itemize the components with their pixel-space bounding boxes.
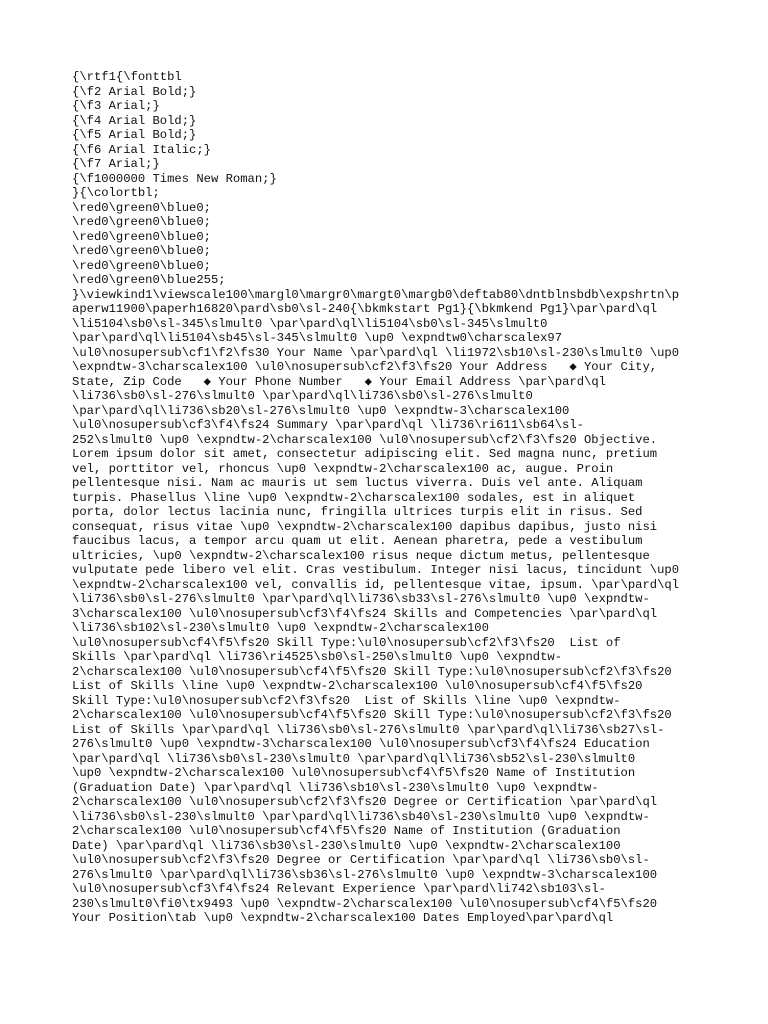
text-line: 2\charscalex100 \ul0\nosupersub\cf4\f5\fs20 Name of Institution (Graduation (72, 824, 621, 838)
text-line: \par\pard\ql\li736\sb20\sl-276\slmult0 \up0 \expndtw-3\charscalex100 (72, 403, 570, 418)
text-line: 276\slmult0 \par\pard\ql\li736\sb36\sl-276\slmult0 \up0 \expndtw-3\charscalex100 (72, 867, 658, 882)
text-line: List of Skills \par\pard\ql \li736\sb0\sl-276\slmult0 \par\pard\ql\li736\sb27\sl- (72, 722, 665, 737)
text-line: {\rtf1{\fonttbl (72, 70, 182, 84)
text-line: {\f3 Arial;} (72, 99, 160, 113)
text-line: \li736\sb102\sl-230\slmult0 \up0 \expndtw-2\charscalex100 (72, 621, 489, 635)
text-line: \ul0\nosupersub\cf3\f4\fs24 Summary \par\pard\ql \li736\ri611\sb64\sl- (72, 418, 584, 432)
text-line: \expndtw-2\charscalex100 vel, convallis id, pellentesque vitae, ipsum. \par\pard\ql (72, 577, 680, 592)
text-line: Lorem ipsum dolor sit amet, consectetur adipiscing elit. Sed magna nunc, pretium (72, 447, 658, 461)
text-line: 230\slmult0\fi0\tx9493 \up0 \expndtw-2\charscalex100 \ul0\nosupersub\cf4\f5\fs20 (72, 896, 658, 911)
text-line: Date) \par\pard\ql \li736\sb30\sl-230\slmult0 \up0 \expndtw-2\charscalex100 (72, 838, 621, 853)
text-line: porta, dolor lectus lacinia nunc, fringilla ultrices turpis elit in risus. Sed (72, 505, 643, 519)
text-line: aperw11900\paperh16820\pard\sb0\sl-240{\bkmkstart Pg1}{\bkmkend Pg1}\par\pard\ql (72, 302, 658, 316)
text-line: \li736\sb0\sl-276\slmult0 \par\pard\ql\li736\sb0\sl-276\slmult0 (72, 389, 533, 403)
text-line: Skills \par\pard\ql \li736\ri4525\sb0\sl-250\slmult0 \up0 \expndtw- (72, 650, 563, 664)
text-line: \red0\green0\blue0; (72, 229, 211, 244)
text-line: consequat, risus vitae \up0 \expndtw-2\charscalex100 dapibus dapibus, justo nisi (72, 519, 658, 534)
text-line: \ul0\nosupersub\cf4\f5\fs20 Skill Type:\ul0\nosupersub\cf2\f3\fs20 List of (72, 635, 621, 650)
text-line: 276\slmult0 \up0 \expndtw-3\charscalex100 \ul0\nosupersub\cf3\f4\fs24 Education (72, 737, 650, 751)
text-line: ultricies, \up0 \expndtw-2\charscalex100 risus neque dictum metus, pellentesque (72, 548, 650, 563)
text-line: 252\slmult0 \up0 \expndtw-2\charscalex100 \ul0\nosupersub\cf2\f3\fs20 Objective. (72, 432, 658, 447)
text-line: \red0\green0\blue0; (72, 244, 211, 258)
rtf-source-text (72, 70, 712, 926)
text-line: \up0 \expndtw-2\charscalex100 \ul0\nosupersub\cf4\f5\fs20 Name of Institution (72, 766, 636, 780)
text-line: List of Skills \line \up0 \expndtw-2\charscalex100 \ul0\nosupersub\cf4\f5\fs20 (72, 679, 643, 693)
text-line: \ul0\nosupersub\cf3\f4\fs24 Relevant Experience \par\pard\li742\sb103\sl- (72, 882, 606, 896)
text-line: {\f6 Arial Italic;} (72, 142, 211, 157)
text-line: \red0\green0\blue0; (72, 215, 211, 229)
text-line: 3\charscalex100 \ul0\nosupersub\cf3\f4\fs24 Skills and Competencies \par\pard\ql (72, 606, 658, 621)
text-line: vel, porttitor vel, rhoncus \up0 \expndtw-2\charscalex100 ac, augue. Proin (72, 461, 614, 476)
text-line: {\f5 Arial Bold;} (72, 128, 197, 142)
text-line: 2\charscalex100 \ul0\nosupersub\cf4\f5\fs20 Skill Type:\ul0\nosupersub\cf2\f3\fs20 (72, 708, 672, 722)
text-line: 2\charscalex100 \ul0\nosupersub\cf4\f5\fs20 Skill Type:\ul0\nosupersub\cf2\f3\fs20 (72, 664, 672, 679)
text-line: \red0\green0\blue0; (72, 258, 211, 273)
text-line: \li736\sb0\sl-276\slmult0 \par\pard\ql\li736\sb33\sl-276\slmult0 \up0 \expndtw- (72, 592, 650, 606)
text-line: }{\colortbl; (72, 186, 160, 200)
text-line: {\f2 Arial Bold;} (72, 84, 197, 99)
text-line: {\f4 Arial Bold;} (72, 113, 197, 128)
text-line: \red0\green0\blue255; (72, 273, 226, 287)
text-line: \ul0\nosupersub\cf1\f2\fs30 Your Name \par\pard\ql \li1972\sb10\sl-230\slmult0 \up0 (72, 345, 680, 360)
text-line: \li736\sb0\sl-230\slmult0 \par\pard\ql\li736\sb40\sl-230\slmult0 \up0 \expndtw- (72, 809, 650, 824)
text-line: turpis. Phasellus \line \up0 \expndtw-2\charscalex100 sodales, est in aliquet (72, 490, 636, 505)
text-line: \ul0\nosupersub\cf2\f3\fs20 Degree or Certification \par\pard\ql \li736\sb0\sl- (72, 853, 650, 867)
text-line: \par\pard\ql \li736\sb0\sl-230\slmult0 \par\pard\ql\li736\sb52\sl-230\slmult0 (72, 751, 636, 766)
text-line: {\f1000000 Times New Roman;} (72, 171, 277, 186)
text-line: }\viewkind1\viewscale100\margl0\margr0\margt0\margb0\deftab80\dntblnsbdb\expshrtn\p (72, 287, 680, 302)
text-line: vulputate pede libero vel elit. Cras vestibulum. Integer nisi lacus, tincidunt \up0 (72, 563, 680, 577)
text-line: \li5104\sb0\sl-345\slmult0 \par\pard\ql\li5104\sb0\sl-345\slmult0 (72, 316, 548, 331)
text-line: State, Zip Code ◆ Your Phone Number ◆ Your Email Address \par\pard\ql (72, 374, 606, 389)
text-line: \par\pard\ql\li5104\sb45\sl-345\slmult0 \up0 \expndtw0\charscalex97 (72, 331, 563, 345)
text-line: Your Position\tab \up0 \expndtw-2\charscalex100 Dates Employed\par\pard\ql (72, 911, 614, 925)
text-line: faucibus lacus, a tempor arcu quam ut elit. Aenean pharetra, pede a vestibulum (72, 534, 643, 548)
text-line: Skill Type:\ul0\nosupersub\cf2\f3\fs20 List of Skills \line \up0 \expndtw- (72, 693, 621, 708)
text-line: 2\charscalex100 \ul0\nosupersub\cf2\f3\fs20 Degree or Certification \par\pard\ql (72, 795, 658, 809)
text-line: \red0\green0\blue0; (72, 200, 211, 215)
text-line: pellentesque nisi. Nam ac mauris ut sem luctus viverra. Duis vel ante. Aliquam (72, 476, 643, 490)
text-line: (Graduation Date) \par\pard\ql \li736\sb10\sl-230\slmult0 \up0 \expndtw- (72, 780, 599, 795)
text-line: \expndtw-3\charscalex100 \ul0\nosupersub\cf2\f3\fs20 Your Address ◆ Your City, (72, 360, 658, 374)
text-line: {\f7 Arial;} (72, 157, 160, 171)
